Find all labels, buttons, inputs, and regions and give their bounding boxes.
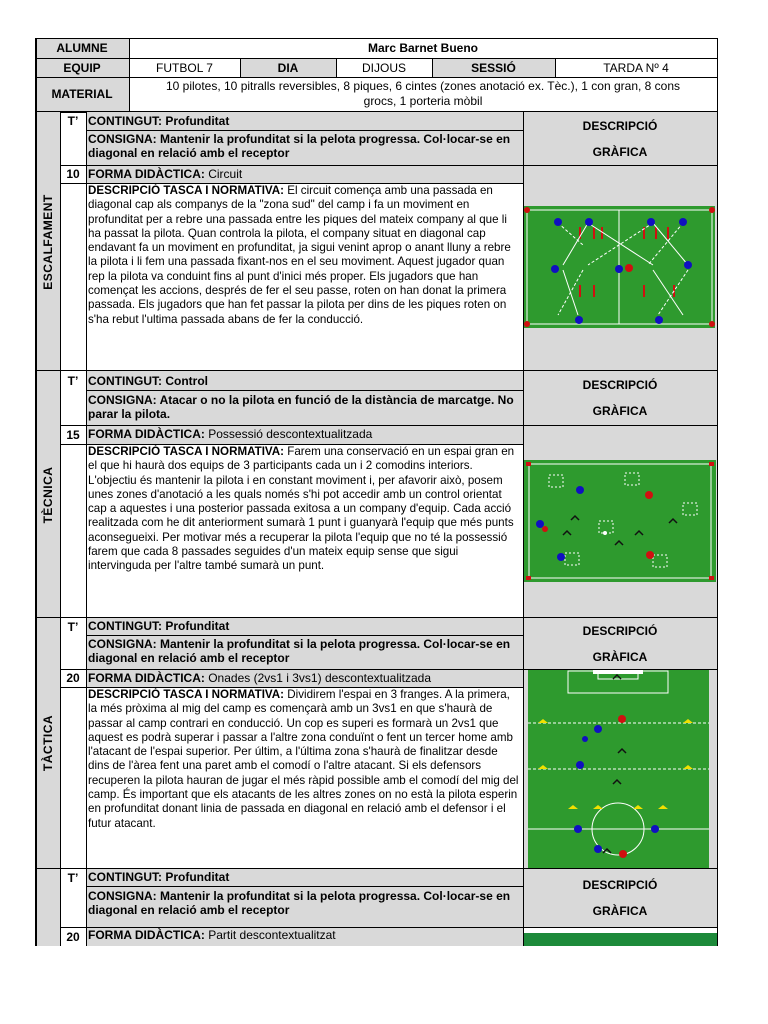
contingut-prefix: CONTINGUT: xyxy=(88,619,162,633)
forma-value: Onades (2vs1 i 3vs1) descontextualitzada xyxy=(208,671,432,685)
descripcio-label: DESCRIPCIÓ xyxy=(582,118,658,133)
tasca-description xyxy=(86,444,523,617)
consigna-prefix: CONSIGNA: xyxy=(88,132,157,146)
forma-row xyxy=(86,927,523,946)
tasca-value: Dividirem l'espai en 3 franges. A la primera, la més pròxima al mig del camp es començarà amb un 3vs1 en que s'haurà de passar al camp contrari en conducció. Un cop es superi es formarà un 2vs1 que aquest es podrà superar i passar a l'altre zona conduïnt o fent un tercer home amb l'atacant de l'espai superior. Per últim, a l'última zona s'haurà de finalitzar desde dins de l'àrea fent una paret amb el comodí o l'altre atacant. Si els defensors recuperen la pilota hauran de jugar el més ràpid possible amb el comodí del mig del camp. És important que els atacants de les altres zones on no està la pilota esperin en profunditat donant linia de passada en diagonal en relació amb el defensor i el futur atacant. xyxy=(88,688,519,830)
consigna-prefix: CONSIGNA: xyxy=(88,393,157,407)
contingut-prefix: CONTINGUT: xyxy=(88,870,162,884)
tasca-value: El circuit comença amb una passada en diagonal cap als companys de la "zona sud" del camp i fa un moviment en profunditat per a rebre una passada entre les piques del mateix company al que li ha passat la pilota. Quan controla la pilota, el company situat en diagonal cap endavant fa un moviment en profunditat, ja sigui venint aprop o anant lluny a rebre la pilota i li fem una passada fixant-nos en el seu moviment. Aquest jugador quan rep la pilota va conduint fins al punt d'inici més proper. Els jugadors que han començat les accions, després de fer el seu passe, roten on han donat la primera passada. Els jugadors que han fet passar la pilota per dins de les piques roten on s'ha rebut l'ultima passada abans de fer la conducció. xyxy=(88,184,511,326)
time-value: 20 xyxy=(66,671,80,685)
t-label: T’ xyxy=(67,114,79,128)
alumne-label: ALUMNE xyxy=(35,38,129,58)
forma-prefix: FORMA DIDÀCTICA: xyxy=(88,427,205,441)
sessio-label: SESSIÓ xyxy=(432,58,555,77)
equip-label: EQUIP xyxy=(35,58,129,77)
forma-value: Possessió descontextualitzada xyxy=(208,427,373,441)
diagram-area xyxy=(523,669,717,868)
material-label: MATERIAL xyxy=(35,77,129,111)
forma-value: Circuit xyxy=(208,167,243,181)
grafica-label: GRÀFICA xyxy=(592,904,648,918)
consigna-prefix: CONSIGNA: xyxy=(88,889,157,903)
t-label: T’ xyxy=(67,619,79,634)
contingut-value: Control xyxy=(165,374,208,388)
tasca-prefix: DESCRIPCIÓ TASCA I NORMATIVA: xyxy=(88,445,285,458)
equip-value: FUTBOL 7 xyxy=(156,60,213,75)
circuit-diagram xyxy=(523,165,717,370)
grafica-header xyxy=(523,618,717,669)
forma-row xyxy=(86,165,523,183)
tasca-value: Farem una conservació en un espai gran en el que hi haurà dos equips de 3 participants cada un i 2 comodins interiors. L'objectiu és mantenir la pilota i en constant moviment i, per afavorir això, posem unes zones d'anotació a les quals només s'hi pot accedir amb un control orientat cap a aquestes i una posterior passada exitosa a un company d'equip. Cada acció realitzada com he dit anteriorment sumarà 1 punt i guanyarà l'equip que més punts aconsegueixi. Per motivar més a recuperar la pilota l'equip que no té la possessió farem que cada 8 passades seguides d'un mateix equip sense que sigui intervinguda per l'altre també sumarà un punt. xyxy=(88,445,515,573)
section-label: TÈCNICA xyxy=(41,466,55,524)
section-label: TÀCTICA xyxy=(41,714,55,772)
waves-diagram xyxy=(523,669,717,868)
contingut-value: Profunditat xyxy=(165,114,230,128)
grafica-header xyxy=(523,371,717,425)
consigna-value: Mantenir la profunditat si la pelota progressa. Col·locar-se en diagonal en relació amb el receptor xyxy=(88,889,511,917)
tasca-prefix: DESCRIPCIÓ TASCA I NORMATIVA: xyxy=(88,184,285,197)
consigna-value: Mantenir la profunditat si la pelota progressa. Col·locar-se en diagonal en relació amb el receptor xyxy=(88,637,511,665)
forma-prefix: FORMA DIDÀCTICA: xyxy=(88,928,205,942)
t-label: T’ xyxy=(67,870,79,885)
consigna-value: Atacar o no la pilota en funció de la distància de marcatge. No parar la pilota. xyxy=(88,393,514,421)
grafica-header xyxy=(523,869,717,927)
diagram-area xyxy=(523,425,717,617)
t-label: T’ xyxy=(67,373,79,388)
consigna-prefix: CONSIGNA: xyxy=(88,637,157,651)
contingut-row xyxy=(86,618,523,635)
contingut-value: Profunditat xyxy=(165,619,230,633)
sessio-value: TARDA Nº 4 xyxy=(603,60,669,75)
contingut-row xyxy=(86,112,523,130)
material-value: 10 pilotes, 10 pitralls reversibles, 8 piques, 6 cintes (zones anotació ex. Tèc.), 1 con gran, 8 cons grocs, 1 porteria mòbil xyxy=(165,79,681,108)
consigna-row xyxy=(86,130,523,165)
consigna-row xyxy=(86,886,523,927)
tasca-description xyxy=(86,687,523,868)
section-label: ESCALFAMENT xyxy=(41,194,55,290)
possession-diagram xyxy=(523,425,717,617)
time-value: 20 xyxy=(66,929,80,944)
contingut-prefix: CONTINGUT: xyxy=(88,114,162,128)
descripcio-label: DESCRIPCIÓ xyxy=(582,623,658,638)
consigna-row xyxy=(86,635,523,669)
consigna-value: Mantenir la profunditat si la pelota progressa. Col·locar-se en diagonal en relació amb el receptor xyxy=(88,132,511,160)
section-label-cell xyxy=(35,869,60,946)
dia-label: DIA xyxy=(240,58,336,77)
forma-value: Partit descontextualitzat xyxy=(208,928,336,942)
forma-row xyxy=(86,425,523,444)
contingut-prefix: CONTINGUT: xyxy=(88,374,162,388)
grafica-label: GRÀFICA xyxy=(592,144,648,159)
tasca-description xyxy=(86,183,523,370)
forma-row xyxy=(86,669,523,687)
diagram-area xyxy=(523,165,717,370)
grafica-header xyxy=(523,112,717,165)
descripcio-label: DESCRIPCIÓ xyxy=(582,878,658,892)
contingut-value: Profunditat xyxy=(165,870,230,884)
match-field-diagram xyxy=(524,933,717,946)
contingut-row xyxy=(86,869,523,886)
contingut-row xyxy=(86,371,523,390)
forma-prefix: FORMA DIDÀCTICA: xyxy=(88,167,205,181)
forma-prefix: FORMA DIDÀCTICA: xyxy=(88,671,205,685)
tasca-prefix: DESCRIPCIÓ TASCA I NORMATIVA: xyxy=(88,688,285,701)
consigna-row xyxy=(86,390,523,425)
grafica-label: GRÀFICA xyxy=(592,649,648,664)
dia-value: DIJOUS xyxy=(361,60,406,75)
alumne-value: Marc Barnet Bueno xyxy=(367,41,479,55)
time-value: 15 xyxy=(66,427,80,442)
grafica-label: GRÀFICA xyxy=(592,404,648,418)
time-value: 10 xyxy=(66,167,80,181)
descripcio-label: DESCRIPCIÓ xyxy=(582,378,658,392)
